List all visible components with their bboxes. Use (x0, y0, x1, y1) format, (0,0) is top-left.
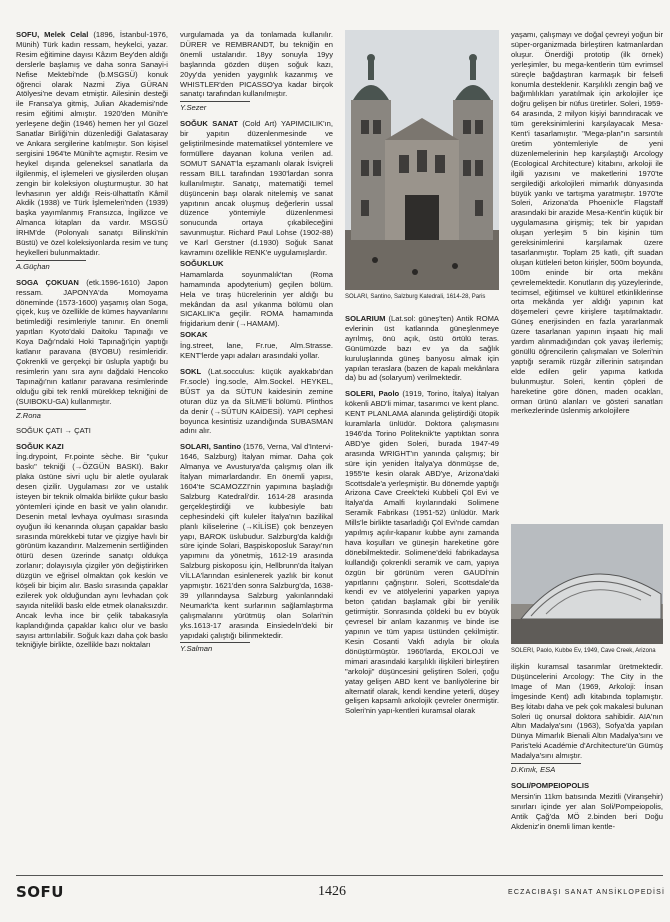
entry-title: SOKL (180, 367, 202, 376)
entry-body: (Cold Art) YAPIMCILIK'ın, bir yapıtın düzenlenmesinde ve geliştirilmesinde matematiksel yöntemlere ve formüllere dayanan koluna verilen ad. SOMUT SANAT'la eşzamanlı olarak İsviçreli ressam BILL tarafından 1930'lardan sonra kullanılmıştır. Sanatçı, matematiği temel düşüncenin başı olarak nitelemiş ve sanat yapıtının ancak oluşmuş değerlerin ussal düzence yöntemiyle düzenlenmesi sonucunda ortaya çıkabileceğini savunmuştur. Richard Paul Lohse (1902-88) ve Karl Gerstner (d.1930) Soğuk Sanat kavramını özellikle RENK'e uygulamışlardır. (180, 119, 333, 258)
entry-title: SOLERI, Paolo (345, 389, 400, 399)
author-signature: Z.Rona (16, 409, 86, 421)
entry-body: (1919, Torino, İtalya) İtalyan kökenli ABD'li mimar, tasarımcı ve kent planc. KENT PLANLAMA alanında geliştirdiği ütopik kuramlarla ünlüdür. Doktora çalışmasını 1946'da Torino Politeknik'te yaptıktan sonra ABD'ye giden Soleri, burada 1947-49 arasında WRIGHT'ın yanında çalışmış; bir süre için yeniden İtalya'ya dönmüşse de, 1955'te kesin olarak ABD'ye, Arizona'daki Scottsdale'a yerleşmiştir. Bu dönemde yaptığı Arizona Cave Creek'teki Kubbeli Çöl Evi ve İtalya'da Amalfi kıyılarındaki Solimene Seramik Fabrikası (1951-52) ünlüdür. Mark Mills'le birlikte tasarladığı Çöl Evi'nde camdan yapılmış açılır-kapanır kubbe aynı zamanda hava koşulları ve güneşin hareketine göre dönebilmektedir. Solimene'deki fabrikadaysa kullandığı çokrenkli seramik ve cam, yapıya özgün bir görünüm veren GAUDİ'nin yapıtlarını çağrıştırır. Soleri, Scottsdale'da kendi ev ve atölyelerini yaparken yapıya beton çatıdan başlamak gibi bir yenilik getirmiştir. Sonrasında çöldeki bu ev büyük çevresel bir anlam kazanmış ve binde ise yapının ve tüm yapısı üstünden çekilmiştir. Kesin Cosanti Vakfı adıyla bir okula dönüştürmüştür. 1960'larda, EKOLOJİ ve mimari arasındaki karşılıklı ilişkileri birleştiren "arkoloji" düşüncesini geliştiren Soleri, çoğu yatay gelişen ABD kent ve banliyölerine bir alternatif olarak, kendi kendine yeterli, düşey gelişen kapsamlı arkolojik çevreler önermiştir. Soleri'nin yapı-kentleri kuramsal olarak (345, 389, 499, 716)
entry-body: Mersin'in 11km batısında Mezitli (Viranşehir) sınırları içinde yer alan Soli/Pompeiopolis, Antik Çağ'da MÖ 2.binden beri Doğu Akdeniz'in önemli liman kentle- (511, 791, 663, 831)
entry-title: SOLARI, Santino (180, 442, 241, 452)
entry-body: (Lat.sol: güneş'ten) Antik ROMA evlerinin üst katlarında güneşlenmeye ayrılmış, önü açık, üstü örtülü teras. Günümüzde bazı ev ya da sağlık kuruluşlarında güneş banyosu almak için yapılan teraslara (bazen de kapalı mekânlara da) bu ad (solaryum) verilmektedir. (345, 314, 499, 383)
entry-title: SOĞUK SANAT (180, 119, 238, 129)
column-2 (180, 30, 333, 660)
entry-continuation: ilişkin kuramsal tasarımlar üretmektedir. Düşüncelerini Arcology: The City in the Image of Man (1969, Arkoloji: İnsan İmgesinde Kent) adlı kitabında toplamıştır. Beş kitabı daha ve pek çok makalesi bulunan Soleri üç onursal doktora sahibidir. AIA'nın Altın Madalya'sını (1963), Sofya'da yapılan Dünya Mimarlık Bienali Altın Madalya'sını ve Paris'teki Académie d'Architecture'ün Gümüş Madalya'sını almıştır. (511, 662, 663, 761)
entry-body: İng.street, lane, Fr.rue, Alm.Strasse. KENT'lerde yapı adaları arasındaki yollar. (180, 341, 333, 361)
photo-caption: SOLERI, Paolo, Kubbe Ev, 1949, Cave Creek, Arizona (511, 648, 656, 654)
entry-soguk-cati: SOĞUK ÇATI → ÇATI (16, 426, 91, 436)
entry-body: İng.drypoint, Fr.pointe sèche. Bir "çukur baskı" tekniği (→ÖZGÜN BASKI). Bakır plaka üstüne sivri uçlu bir aletle oyularak desen çizilir. Uygulaması zor ve ustalık isteyen bir teknik olmakla birlikte çukur baskı yöntemleri içinde en basit ve yalın olanıdır. Desenin metal levhaya oyulması sırasında oyuğun iki kenarında oluşan çapaklar baskı sırasında mürekkebi tutar ve çizgiye havlı bir görünüm kazandırır. Malzemenin sertliğinden ötürü desen üzerinde sanatçı oldukça zorlanır; dolayısıyla çizgiler yön değiştirirken düzgün ve eğrisel olmaktan çok keskin ve köşeli bir biçim alır. Baskı sırasında çapaklar ezilerek yok olduğundan aynı levhadan çok sayıda nitelikli baskı elde etmek olanaksızdır. Ancak levha ince bir çelik tabakasıyla kaplandığında çapaklar kalıcı olur ve baskı sayısı arttırılabilir. Soğuk kazı daha çok baskı tekniğiyle birlikte, özellikle bazı noktaları (16, 452, 168, 650)
dome-house-illustration (511, 524, 663, 644)
entry-soguk-sanat (180, 119, 333, 258)
entry-sofu (16, 30, 168, 258)
entry-solari (180, 442, 333, 640)
entry-soga (16, 278, 168, 407)
entry-title: SOKAK (180, 330, 208, 340)
author-signature: D.Kınık, ESA (511, 763, 581, 775)
entry-title: SOGA ÇOKUAN (16, 277, 79, 287)
author-signature: A.Güçhan (16, 260, 86, 272)
entry-body: (Lat.socculus: küçük ayakkabı'dan Fr.socle) İng.socle, Alm.Sockel. HEYKEL, BÜST ya da SÜTUN kaidesinin zemine oturan düz ya da SİLME'li bölümü. Plinthos da denir (→SÜTUN KAİDESİ). YAPI cephesi boyunca kesintisiz uzandığında SUBASMAN adını alır. (180, 367, 333, 436)
running-head: SOFU (16, 883, 64, 901)
column-4-lower (511, 662, 663, 833)
footer-rule (16, 875, 663, 876)
column-1 (16, 30, 168, 651)
entry-title: SOLI/POMPEIOPOLIS (511, 780, 590, 790)
entry-soguk-kazi (16, 442, 168, 650)
dome-house-photo (511, 524, 663, 644)
entry-title: SOĞUKLUK (180, 258, 224, 268)
entry-sokl (180, 367, 333, 436)
entry-title: SOFU, Melek Celal (16, 30, 89, 39)
salzburg-cathedral-photo (345, 30, 499, 290)
entry-body: (etk.1596-1610) Japon ressam. JAPONYA'da Momoyama döneminde (1573-1600) yaşamış olan Soga, çiçek, kuş ve özellikle de kümes hayvanlarını betimlediği resimleriyle tanınır. En önemli yapıtları Kyoto'daki Daitoku Tapınağı ve Koya Dağı'ndaki Hoki Tapınağı'için yaptığı katlanır paravana (BYOBU) resimleridir. Çokrenkli ve gerçekçi bir üslupla yaptığı bu resimlerin yanı sıra aynı dağdaki Hencoko Tapınağı'nın katlanır paravana resimlerinde olduğu gibi tek renkli mürekkep tekniğini de (SUIBOKU-GA) kullanmıştır. (16, 277, 168, 406)
photo-caption: SOLARI, Santino, Salzburg Katedrali, 1614-28, Paris (345, 294, 486, 300)
entry-title: SOĞUK KAZI (16, 442, 64, 452)
entry-body: (1896, İstanbul-1976, Münih) Türk kadın ressam, heykelci, yazar. Resim eğitimine dayısı Kâzım Bey'den aldığı derslerle başlamış ve daha sonra Sanayi-i Nefise Mektebi'nde (b.MSGSÜ) konuk öğrenci olarak Nazmi Ziya GÜRAN Atölyesi'ne devam etmiştir. Ailesinin desteği ile Fransa'ya gitmiş, Julian Akademisi'nde resim eğitimi almıştır. 1920'den Münih'e yerleşene değin (1946) hemen her yıl Güzel Sanatlar Birliği'nin düzenlediği Galatasaray ve Ankara sergilerine katılmıştır. Son kişisel sergisini 1964'te Münih'te açmıştır. Resim ve heykel dışında geleneksel sanatlarla da ilgilenmiş, el işlemeleri ve giysilerden oluşan zengin bir koleksiyon oluşturmuştur. 30 hat levhasının yer aldığı Reis-ülhattatîn Kâmil Akdik (1938) ve Türk İşlemeleri'nden (1939) başka yayımlanmış Fransızca, İngilizce ve Almanca kitapları da vardır. MSGSÜ İRHM'de (Polonyalı sanatçı Bilinski'nin Büstü) ve özel koleksiyonlarda resim ve tunç heykelleri bulunmaktadır. (16, 30, 168, 257)
entry-body: Hamamlarda soyunmalık'tan (Roma hamamında apodyterium) geçilen bölüm. Hela ve tıraş hücrelerinin yer aldığı bu mekândan da asıl yıkanma bölümü olan SICAKLIK'a geçilir. ROMA hamamında frigidarium denir (→HAMAM). (180, 269, 333, 329)
entry-continuation: yaşamı, çalışmayı ve doğal çevreyi yoğun bir süper-organizmada birleştiren katmanlardan oluşur. Önerdiği prototip (ilk örnek) yerleşimler, bu mega-kentlerin tüm evrimsel süreçle bağdaştıran karmaşık bir felsefi konumla desteklenir. Karşılıklı zengin bağ ve bağımlılıkları yaratılmak için arkolojiler içe doğru gelişen bir nüfus üretirler. Soleri, 1959-64 arasında, 2 milyon kişiyi barındıracak ve tüm gereksinimlerini karşılayacak Mesa-Kent'i tasarlamıştır. "Mega-plan"ın sarsıntılı üretim yöntemleriyle de yeni düzenlemelerinin hep karşılaştığı Arcology (Ecological Architecture) kitabını, arkoloji ile ilgili yazısını ve maketlerini 1970'te sergilediği arkolojileri mimarlık dünyasında büyük yankı ve tartışma yaratmıştır. 1970'te Soleri, Arizona'da Phoenix'le Flagstaff arasındaki bir arazide Mesa-Kent'in küçük bir uygulamasına girişmiş; tek bir yapıdan oluşan yerleşim 5 bin kişinin tüm gereksinimlerini karşılamak üzere tasarlanmıştır. Toplam 25 katlı, çift suadan oluşan kütleleri beton kirişler, 500m boyunda, 100m eninde bir orta mekânı çevrelemektedir. Konutların dış yüzeylerinde, tecimsel, eğitimsel ve kültürel etkinliklerinse orta mekânda yer aldığı yapının kat döşemeleri çevre kirişlere taşıtılmaktadır. Güneş enerjisinden en fazla yararlanmak üzere tasarlanan yapının inşaatı hiç mali yardım alınmadığından çok yavaş ilerlemiş; gönüllü öğrencilerin çalışmaları ve Soleri'nin yaptığı seramik rüzgâr zillerinin satışından elde edilen gelir yapıma katkıda bulunmuştur. Soleri, kentin çöpleri de hareketine göre dönen, maden ocakları, orman ürünü alanları ve gösteri sanatları merkezlerinde üslenmiş arkolojilere (511, 30, 663, 416)
column-3 (345, 314, 499, 717)
author-signature: Y.Sezer (180, 101, 250, 113)
entry-continuation: vurgulamada ya da tonlamada kullanılır. DÜRER ve REMBRANDT, bu tekniğin en önemli ustalarıdır. 18yy sonuyla 19yy başlarında gözden düşen soğuk kazı, 20yy'da yeniden yaygınlık kazanmış ve WHISTLER'den PICASSO'ya kadar birçok sanatçı tarafından kullanılmıştır. (180, 30, 333, 99)
publication-title: ECZACIBAŞI SANAT ANSİKLOPEDİSİ (508, 889, 666, 896)
page-number: 1426 (318, 884, 346, 899)
entry-body: (1576, Verna, Val d'Intervi-1646, Salzburg) İtalyan mimar. Daha çok Almanya ve Avusturya'da çalışmış olan ilk İtalyan mimarlardandır. En önemli yapısı, 1604'te SCAMOZZI'nin yapımına başladığı Salzburg Katedrali'dir. 1614-28 arasında gerçekleştirdiği ve kubbesiyle batı cephesindeki çift kuleler İtalya'nın bazilikal planlı kiliselerine (→KİLİSE) çok benzeyen yapı, BAROK üslubudur. Salzburg'da kaldığı süre içinde Solari, Başpiskoposluk Sarayı'nın yapımını da yönetmiş, 1612-19 arasında Salzburg piskoposu için, Hellbrunn'da İtalyan VİLLA'larından esinlenerek yazlık bir konut yapmıştır. 1621'den sonra Salzburg'da, 1638-39 yıllarındaysa Salzburg yakınlarındaki Neumark'ta kent surlarının sağlamlaştırma çalışmalarını yürütmüş olan Solari'nin yks.1613-17 arasında Einsiedeln'deki bir yapıdaki çalıştığı bilinmektedir. (180, 442, 333, 640)
cathedral-illustration (345, 30, 499, 290)
author-signature: Y.Salman (180, 642, 250, 654)
entry-solarium (345, 314, 499, 383)
entry-soleri (345, 389, 499, 716)
entry-title: SOLARIUM (345, 314, 386, 323)
column-4 (511, 30, 663, 518)
